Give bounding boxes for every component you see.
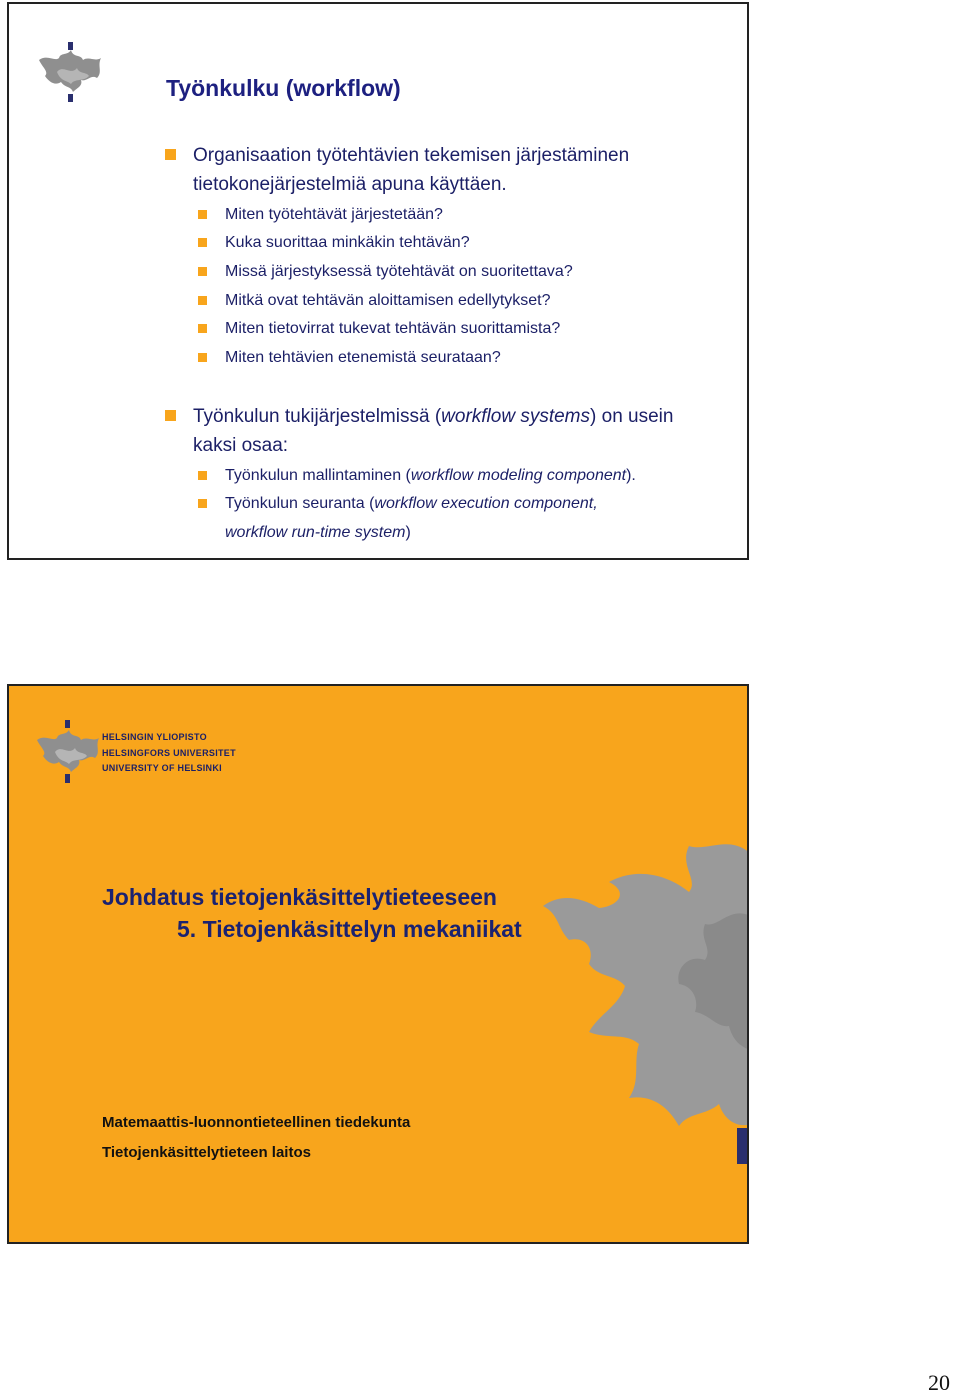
page-number: 20 (928, 1370, 950, 1395)
lecture-title: 5. Tietojenkäsittelyn mekaniikat (177, 916, 522, 942)
slide-title: Työnkulku (workflow) (166, 75, 401, 101)
faculty-name: Matemaattis-luonnontieteellinen tiedekunta (102, 1114, 411, 1131)
university-name: HELSINGIN YLIOPISTO HELSINGFORS UNIVERSITET UNIVERSITY OF HELSINKI (102, 732, 236, 773)
bullet-square-icon (198, 238, 207, 247)
bullet-square-icon (198, 353, 207, 362)
bullet-square-icon (198, 499, 207, 508)
bullet-square-icon (198, 296, 207, 305)
department-name: Tietojenkäsittelytieteen laitos (102, 1144, 311, 1161)
university-flame-logo (37, 42, 107, 104)
bullet-square-icon (198, 471, 207, 480)
bullet-square-icon (198, 324, 207, 333)
flame-graphic (529, 836, 749, 1236)
slide-1: Työnkulku (workflow) Organisaation työtehtävien tekemisen järjestäminen tietokonejärjestelmiä apuna käyttäen. Miten työtehtävät järjestetään? Kuka suorittaa minkäkin tehtävän? Missä järjestyksessä työtehtävät on suoritettava? Mitkä ovat tehtävän aloittamisen edellytykset? Miten tietovirrat tukevat tehtävän suorittamista? Miten tehtävien etenemistä seurataan? Työnkulun tukijärjestelmissä (workflow systems) on usein kaksi osaa: Työnkulun mallintaminen (workflow modeling component). Työnkulun seuranta (workflow execution component, workflow run-time system) (7, 2, 749, 560)
bullet-square-icon (198, 210, 207, 219)
university-flame-logo (35, 720, 105, 784)
bullet-square-icon (198, 267, 207, 276)
bullet-square-icon (165, 410, 176, 421)
slide-2 (7, 684, 749, 1244)
course-title: Johdatus tietojenkäsittelytieteeseen (102, 884, 497, 910)
bullet-square-icon (165, 149, 176, 160)
